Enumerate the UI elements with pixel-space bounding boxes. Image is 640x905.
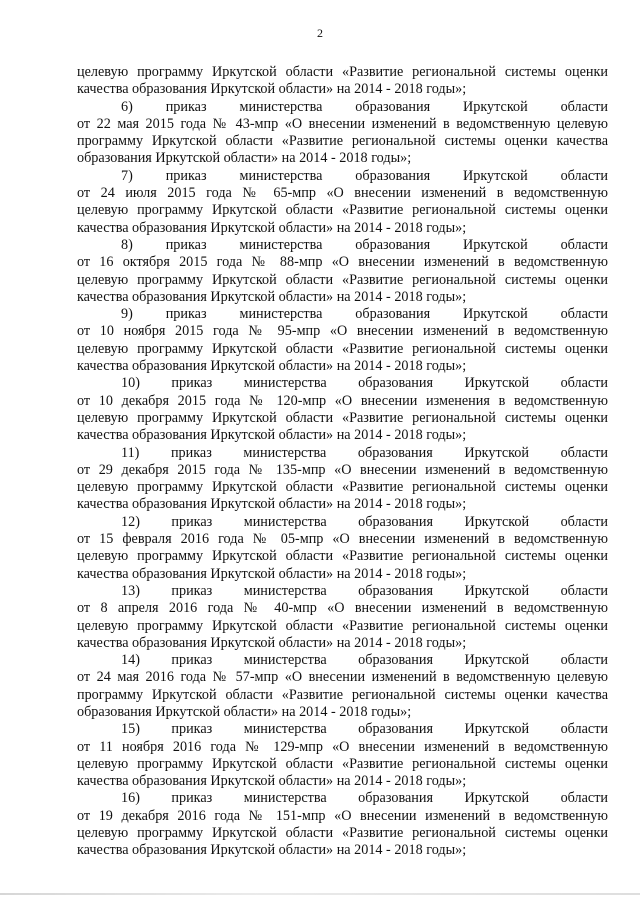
list-item-number: 16) bbox=[121, 790, 140, 807]
list-item bbox=[77, 99, 608, 168]
text-line: целевую программу Иркутской области «Развитие региональной системы оценки bbox=[77, 64, 608, 80]
list-item-number: 8) bbox=[121, 236, 133, 253]
text-line: целевую программу Иркутской области «Развитие региональной системы оценки bbox=[77, 479, 608, 496]
text-line: от 22 мая 2015 года № 43-мпр «О внесении изменений в ведомственную целевую bbox=[77, 115, 608, 132]
list-item-number: 9) bbox=[121, 306, 133, 323]
list-item-first-line bbox=[77, 375, 608, 392]
text-line: от 19 декабря 2016 года № 151-мпр «О внесении изменений в ведомственную bbox=[77, 807, 608, 824]
list-item-number: 14) bbox=[121, 652, 140, 669]
list-item bbox=[77, 790, 608, 859]
list-item bbox=[77, 514, 608, 583]
text-line: программу Иркутской области «Развитие региональной системы оценки качества bbox=[77, 686, 608, 703]
list-item-text: приказ министерства образования Иркутской области bbox=[171, 513, 608, 530]
list-item-first-line bbox=[77, 306, 608, 323]
page-number: 2 bbox=[317, 26, 323, 40]
list-item-number: 15) bbox=[121, 721, 140, 738]
list-item-number: 11) bbox=[121, 444, 140, 461]
text-line: программу Иркутской области «Развитие региональной системы оценки качества bbox=[77, 133, 608, 150]
list-item-first-line bbox=[77, 583, 608, 600]
text-line: от 8 апреля 2016 года № 40-мпр «О внесении изменений в ведомственную bbox=[77, 600, 608, 617]
list-item-first-line bbox=[77, 168, 608, 185]
list-item-first-line bbox=[77, 790, 608, 807]
list-item-text: приказ министерства образования Иркутской области bbox=[165, 98, 608, 115]
text-line: от 10 декабря 2015 года № 120-мпр «О внесении изменения в ведомственную bbox=[77, 392, 608, 409]
text-line: целевую программу Иркутской области «Развитие региональной системы оценки bbox=[77, 617, 608, 634]
text-line: качества образования Иркутской области» на 2014 - 2018 годы»; bbox=[77, 358, 467, 375]
text-line: целевую программу Иркутской области «Развитие региональной системы оценки bbox=[77, 271, 608, 288]
list-item-text: приказ министерства образования Иркутской области bbox=[165, 306, 608, 323]
list-item-number: 13) bbox=[121, 582, 140, 599]
text-line: качества образования Иркутской области» на 2014 - 2018 годы»; bbox=[77, 842, 467, 859]
list-item bbox=[77, 306, 608, 375]
text-line: качества образования Иркутской области» на 2014 - 2018 годы»; bbox=[77, 773, 467, 790]
list-item-number: 6) bbox=[121, 98, 133, 115]
list-item-text: приказ министерства образования Иркутской области bbox=[170, 444, 608, 461]
list-item-number: 12) bbox=[121, 513, 140, 530]
list-item-first-line bbox=[77, 721, 608, 738]
list-item-text: приказ министерства образования Иркутской области bbox=[165, 236, 608, 253]
list-item-text: приказ министерства образования Иркутской области bbox=[171, 375, 608, 392]
scan-edge-line bbox=[0, 893, 640, 895]
list-item-first-line bbox=[77, 99, 608, 116]
list-item-number: 10) bbox=[121, 375, 140, 392]
text-line: целевую программу Иркутской области «Развитие региональной системы оценки bbox=[77, 409, 608, 426]
lead-paragraph bbox=[77, 64, 608, 99]
text-line: качества образования Иркутской области» на 2014 - 2018 годы»; bbox=[77, 81, 467, 98]
text-line: качества образования Иркутской области» на 2014 - 2018 годы»; bbox=[77, 219, 467, 236]
list-item-first-line bbox=[77, 652, 608, 669]
text-line: качества образования Иркутской области» на 2014 - 2018 годы»; bbox=[77, 496, 467, 513]
list-item bbox=[77, 652, 608, 721]
text-line: от 15 февраля 2016 года № 05-мпр «О внесении изменений в ведомственную bbox=[77, 531, 608, 548]
text-line: от 24 июля 2015 года № 65-мпр «О внесении изменений в ведомственную bbox=[77, 185, 608, 202]
list-item bbox=[77, 721, 608, 790]
text-line: от 29 декабря 2015 года № 135-мпр «О внесении изменений в ведомственную bbox=[77, 461, 608, 478]
document-body bbox=[77, 64, 608, 860]
list-item-first-line bbox=[77, 237, 608, 254]
text-line: целевую программу Иркутской области «Развитие региональной системы оценки bbox=[77, 548, 608, 565]
list-item-text: приказ министерства образования Иркутской области bbox=[171, 721, 608, 738]
list-item bbox=[77, 168, 608, 237]
text-line: качества образования Иркутской области» на 2014 - 2018 годы»; bbox=[77, 634, 467, 651]
text-line: целевую программу Иркутской области «Развитие региональной системы оценки bbox=[77, 340, 608, 357]
list-item-text: приказ министерства образования Иркутской области bbox=[171, 790, 608, 807]
list-item-text: приказ министерства образования Иркутской области bbox=[171, 582, 608, 599]
text-line: образования Иркутской области» на 2014 - 2018 годы»; bbox=[77, 150, 412, 167]
list-item-first-line bbox=[77, 445, 608, 462]
list-item bbox=[77, 237, 608, 306]
list-item-text: приказ министерства образования Иркутской области bbox=[171, 652, 608, 669]
text-line: качества образования Иркутской области» на 2014 - 2018 годы»; bbox=[77, 427, 467, 444]
text-line: целевую программу Иркутской области «Развитие региональной системы оценки bbox=[77, 825, 608, 842]
text-line: качества образования Иркутской области» на 2014 - 2018 годы»; bbox=[77, 565, 467, 582]
text-line: качества образования Иркутской области» на 2014 - 2018 годы»; bbox=[77, 288, 467, 305]
list-item bbox=[77, 445, 608, 514]
text-line: целевую программу Иркутской области «Развитие региональной системы оценки bbox=[77, 755, 608, 772]
text-line: от 16 октября 2015 года № 88-мпр «О внесении изменений в ведомственную bbox=[77, 254, 608, 271]
list-item bbox=[77, 583, 608, 652]
text-line: от 24 мая 2016 года № 57-мпр «О внесении изменений в ведомственную целевую bbox=[77, 669, 608, 686]
list-item bbox=[77, 375, 608, 444]
list-item-number: 7) bbox=[121, 167, 133, 184]
text-line: образования Иркутской области» на 2014 - 2018 годы»; bbox=[77, 703, 412, 720]
text-line: от 11 ноября 2016 года № 129-мпр «О внесении изменений в ведомственную bbox=[77, 738, 608, 755]
text-line: целевую программу Иркутской области «Развитие региональной системы оценки bbox=[77, 202, 608, 219]
list-item-first-line bbox=[77, 514, 608, 531]
text-line: от 10 ноября 2015 года № 95-мпр «О внесении изменений в ведомственную bbox=[77, 323, 608, 340]
list-items bbox=[77, 99, 608, 860]
list-item-text: приказ министерства образования Иркутской области bbox=[165, 167, 608, 184]
